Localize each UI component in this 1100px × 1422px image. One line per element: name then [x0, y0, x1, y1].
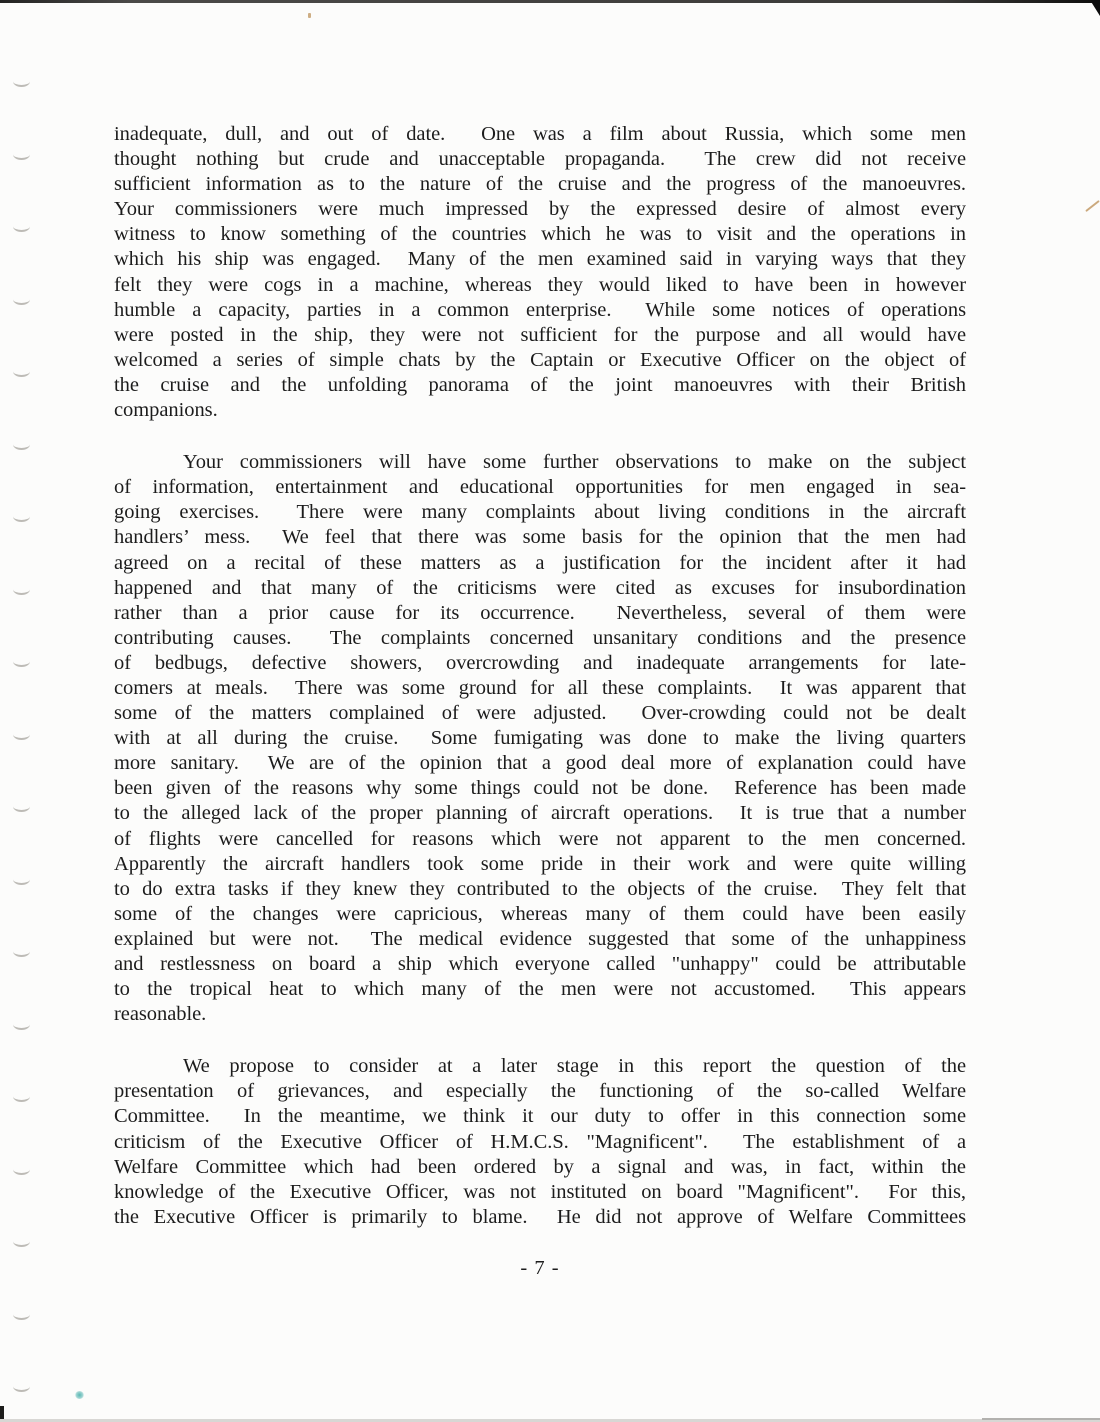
text-line: inadequate, dull, and out of date. One was a film about Russia, which some men	[114, 123, 966, 145]
text-line: humble a capacity, parties in a common enterprise. While some notices of operations	[114, 298, 966, 321]
text-line: some of the matters complained of were adjusted. Over-crowding could not be dealt	[114, 702, 966, 725]
text-line: We propose to consider at a later stage in this report the question of the	[183, 1055, 966, 1078]
text-line: Your commissioners will have some further observations to make on the subject	[183, 451, 966, 474]
text-line: of information, entertainment and educational opportunities for men engaged in sea-	[114, 476, 966, 499]
binding-hole-mark	[13, 803, 30, 812]
binding-hole-mark	[13, 296, 30, 305]
page-text	[114, 122, 966, 1230]
text-line: criticism of the Executive Officer of H.M.C.S. "Magnificent". The establishment of a	[114, 1130, 966, 1153]
text-line: going exercises. There were many complaints about living conditions in the aircraft	[114, 501, 966, 524]
text-line: Your commissioners were much impressed by the expressed desire of almost every	[114, 198, 966, 221]
text-line: were posted in the ship, they were not sufficient for the purpose and all would have	[114, 323, 966, 346]
text-line: and restlessness on board a ship which everyone called "unhappy" could be attributable	[114, 953, 966, 975]
text-line: sufficient information as to the nature of the cruise and the progress of the manoeuvres.	[114, 173, 966, 196]
binding-hole-mark	[13, 658, 30, 667]
binding-hole-mark	[13, 1093, 30, 1102]
text-line: handlers’ mess. We feel that there was some basis for the opinion that the men had	[114, 526, 966, 549]
text-line: thought nothing but crude and unacceptable propaganda. The crew did not receive	[114, 148, 966, 171]
binding-hole-mark	[13, 1166, 30, 1175]
text-line: contributing causes. The complaints concerned unsanitary conditions and the presence	[114, 626, 966, 649]
text-line: to the tropical heat to which many of the men were not accustomed. This appears	[114, 978, 966, 1001]
text-line: presentation of grievances, and especially the functioning of the so-called Welfare	[114, 1080, 966, 1103]
text-line: Apparently the aircraft handlers took some pride in their work and were quite willing	[114, 852, 966, 875]
paragraph	[114, 450, 966, 1027]
text-line: knowledge of the Executive Officer, was not instituted on board "Magnificent". For this,	[114, 1180, 966, 1203]
binding-hole-mark	[13, 223, 30, 232]
binding-hole-mark	[13, 1311, 30, 1320]
binding-hole-mark	[13, 1238, 30, 1247]
text-line: Welfare Committee which had been ordered by a signal and was, in fact, within the	[114, 1155, 966, 1178]
text-line: welcomed a series of simple chats by the Captain or Executive Officer on the object of	[114, 348, 966, 371]
text-line: witness to know something of the countries which he was to visit and the operations in	[114, 223, 966, 246]
binding-hole-mark	[13, 1021, 30, 1030]
binding-hole-mark	[13, 876, 30, 885]
paragraph	[114, 1054, 966, 1230]
text-line: which his ship was engaged. Many of the men examined said in varying ways that they	[114, 248, 966, 271]
text-line: explained but were not. The medical evidence suggested that some of the unhappiness	[114, 927, 966, 950]
paper-scratch-mark	[1085, 200, 1100, 212]
binding-hole-mark	[13, 513, 30, 522]
text-line: felt they were cogs in a machine, whereas they would liked to have been in however	[114, 273, 966, 296]
scan-top-edge-mark	[0, 0, 1100, 3]
text-line: to do extra tasks if they knew they contributed to the objects of the cruise. They felt that	[114, 877, 966, 900]
text-line: comers at meals. There was some ground for all these complaints. It was apparent that	[114, 676, 966, 699]
text-line: of flights were cancelled for reasons which were not apparent to the men concerned.	[114, 827, 966, 850]
text-line: Committee. In the meantime, we think it our duty to offer in this connection some	[114, 1105, 966, 1128]
text-line: companions.	[114, 399, 218, 422]
binding-hole-mark	[13, 1383, 30, 1392]
paper-speck	[308, 13, 311, 18]
binding-hole-mark	[13, 948, 30, 957]
text-line: reasonable.	[114, 1003, 207, 1026]
binding-hole-mark	[13, 441, 30, 450]
text-line: the cruise and the unfolding panorama of the joint manoeuvres with their British	[114, 373, 966, 396]
binding-hole-mark	[13, 78, 30, 87]
scan-bottom-right-edge-mark	[982, 1418, 1100, 1420]
binding-hole-mark	[13, 731, 30, 740]
binding-hole-mark	[13, 586, 30, 595]
text-line: with at all during the cruise. Some fumigating was done to make the living quarters	[114, 727, 966, 750]
text-line: some of the changes were capricious, whereas many of them could have been easily	[114, 902, 966, 925]
text-line: happened and that many of the criticisms were cited as excuses for insubordination	[114, 576, 966, 599]
text-line: agreed on a recital of these matters as a justification for the incident after it had	[114, 551, 966, 574]
scan-corner-mark-top-right	[1090, 0, 1100, 16]
binding-hole-mark	[13, 151, 30, 160]
text-line: more sanitary. We are of the opinion that a good deal more of explanation could have	[114, 752, 966, 775]
text-line: to the alleged lack of the proper planning of aircraft operations. It is true that a number	[114, 802, 966, 825]
page-number: - 7 -	[520, 1257, 560, 1279]
ink-dot	[75, 1391, 84, 1399]
text-line: rather than a prior cause for its occurrence. Nevertheless, several of them were	[114, 601, 966, 624]
text-line: been given of the reasons why some things could not be done. Reference has been made	[114, 777, 966, 800]
text-line: the Executive Officer is primarily to blame. He did not approve of Welfare Committees	[114, 1205, 966, 1228]
text-line: of bedbugs, defective showers, overcrowding and inadequate arrangements for late-	[114, 651, 966, 674]
paragraph	[114, 122, 966, 423]
binding-hole-mark	[13, 368, 30, 377]
scan-corner-mark-bottom-left	[0, 1406, 4, 1419]
